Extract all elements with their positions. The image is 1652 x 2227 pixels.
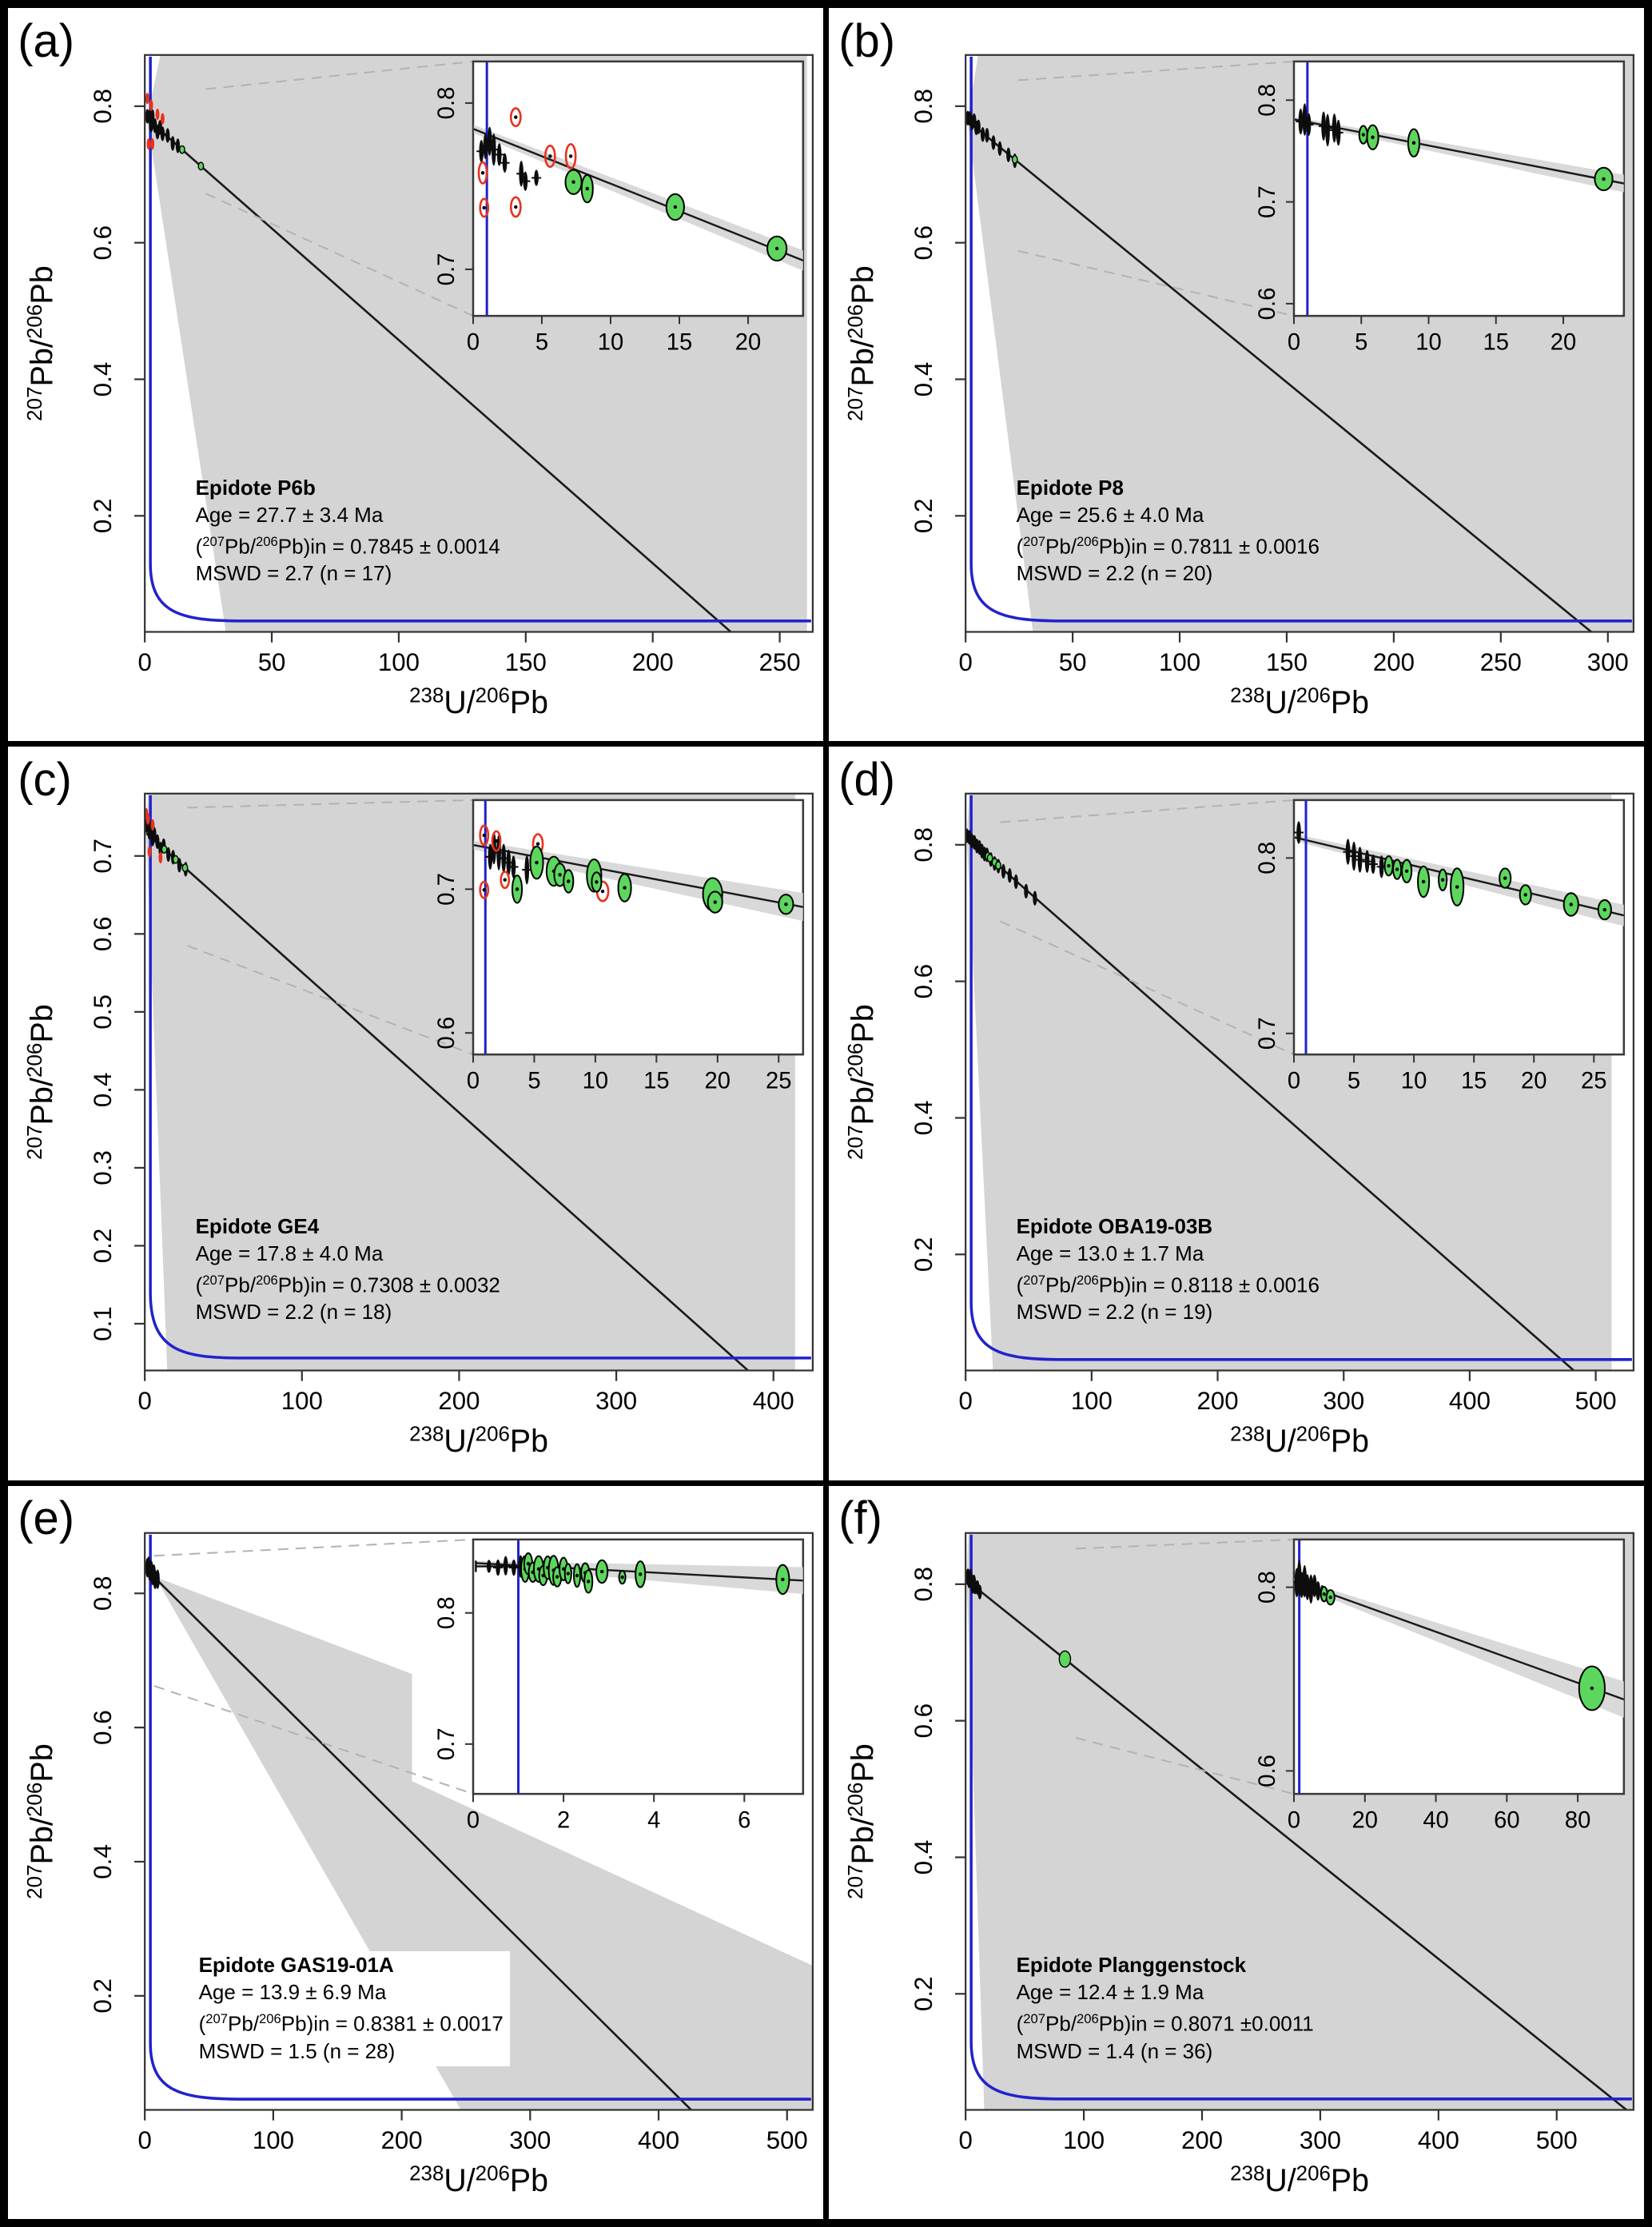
- sample-name: Epidote GAS19-01A: [198, 1953, 394, 1978]
- svg-text:0.1: 0.1: [88, 1306, 117, 1342]
- svg-text:40: 40: [1423, 1807, 1449, 1834]
- svg-text:60: 60: [1494, 1807, 1520, 1834]
- svg-text:25: 25: [1581, 1067, 1607, 1095]
- svg-text:0.8: 0.8: [432, 86, 460, 120]
- svg-text:10: 10: [1400, 1067, 1427, 1095]
- svg-text:0.4: 0.4: [88, 361, 117, 397]
- svg-text:238U/206Pb: $^{238}$U/$^{206}$Pb: [1230, 2160, 1369, 2198]
- concordia-plot-e: [8, 1486, 823, 2219]
- mswd-line: MSWD = 2.7 (n = 17): [195, 561, 392, 586]
- svg-text:200: 200: [438, 1387, 480, 1416]
- svg-text:5: 5: [1355, 329, 1368, 356]
- svg-text:2: 2: [556, 1807, 571, 1834]
- panel-letter: (e): [18, 1492, 75, 1545]
- svg-text:0.2: 0.2: [909, 1237, 937, 1273]
- svg-text:250: 250: [1479, 648, 1522, 677]
- svg-text:0: 0: [1287, 1807, 1301, 1834]
- svg-text:0.8: 0.8: [88, 89, 117, 124]
- svg-text:6: 6: [738, 1807, 751, 1834]
- panel-letter: (a): [18, 14, 75, 67]
- svg-text:0: 0: [137, 648, 152, 677]
- svg-text:15: 15: [1460, 1067, 1487, 1095]
- age-line: Age = 25.6 ± 4.0 Ma: [1016, 502, 1204, 527]
- svg-text:0: 0: [958, 2125, 973, 2154]
- svg-text:15: 15: [643, 1067, 670, 1095]
- svg-text:5: 5: [535, 329, 549, 356]
- svg-text:0.6: 0.6: [88, 225, 117, 261]
- svg-text:200: 200: [1180, 2125, 1224, 2154]
- svg-text:100: 100: [281, 1387, 323, 1416]
- svg-text:200: 200: [1372, 648, 1415, 677]
- svg-text:0: 0: [1287, 1067, 1301, 1095]
- svg-text:0.8: 0.8: [909, 89, 937, 124]
- svg-text:0.8: 0.8: [88, 1576, 117, 1611]
- concordia-plot-d: [829, 747, 1644, 1480]
- svg-text:80: 80: [1564, 1807, 1591, 1834]
- svg-text:500: 500: [1535, 2125, 1578, 2154]
- svg-text:0.8: 0.8: [909, 1566, 937, 1602]
- svg-text:238U/206Pb: $^{238}$U/$^{206}$Pb: [409, 683, 548, 720]
- svg-text:0.6: 0.6: [432, 1017, 460, 1050]
- svg-text:100: 100: [1159, 648, 1201, 677]
- svg-text:0: 0: [958, 648, 973, 677]
- panel-letter: (d): [838, 754, 896, 807]
- svg-text:0.4: 0.4: [88, 1072, 117, 1108]
- svg-text:207Pb/206Pb: $^{207}$Pb/$^{206}$Pb: [843, 265, 881, 422]
- initial-ratio-line: ($^{207}$Pb/$^{206}$Pb)in = 0.8381 ± 0.0017: [198, 2011, 504, 2036]
- svg-text:207Pb/206Pb: $^{207}$Pb/$^{206}$Pb: [843, 1004, 881, 1161]
- svg-text:0: 0: [1287, 329, 1301, 356]
- svg-text:300: 300: [1323, 1387, 1365, 1416]
- svg-text:238U/206Pb: $^{238}$U/$^{206}$Pb: [409, 1421, 548, 1460]
- svg-text:5: 5: [527, 1067, 541, 1095]
- svg-text:0.6: 0.6: [1253, 1754, 1280, 1787]
- svg-text:0.6: 0.6: [1253, 287, 1280, 321]
- svg-text:0: 0: [466, 1067, 480, 1095]
- svg-text:0.4: 0.4: [909, 361, 937, 397]
- svg-text:20: 20: [1521, 1067, 1547, 1095]
- svg-text:400: 400: [752, 1387, 794, 1416]
- svg-text:4: 4: [647, 1807, 661, 1834]
- initial-ratio-line: ($^{207}$Pb/$^{206}$Pb)in = 0.8071 ±0.0011: [1016, 2011, 1314, 2036]
- svg-text:0.4: 0.4: [909, 1100, 937, 1136]
- svg-text:0.2: 0.2: [88, 498, 117, 534]
- svg-text:50: 50: [1058, 648, 1087, 677]
- svg-text:0.8: 0.8: [1253, 842, 1280, 875]
- svg-text:238U/206Pb: $^{238}$U/$^{206}$Pb: [409, 2160, 548, 2198]
- concordia-plot-c: [8, 747, 823, 1480]
- svg-text:500: 500: [1574, 1387, 1617, 1416]
- svg-text:20: 20: [704, 1067, 731, 1095]
- stats-annotation: [196, 474, 500, 588]
- svg-text:0.7: 0.7: [1253, 185, 1280, 219]
- svg-text:100: 100: [377, 648, 420, 677]
- stats-annotation: [1017, 474, 1320, 588]
- sample-name: Epidote OBA19-03B: [1016, 1213, 1213, 1238]
- panel-e: [8, 1486, 823, 2219]
- mswd-line: MSWD = 1.4 (n = 36): [1016, 2038, 1213, 2063]
- sample-name: Epidote GE4: [195, 1213, 320, 1238]
- svg-text:0.6: 0.6: [88, 1709, 117, 1745]
- svg-text:0.5: 0.5: [88, 994, 117, 1030]
- svg-text:207Pb/206Pb: $^{207}$Pb/$^{206}$Pb: [22, 265, 60, 422]
- svg-text:300: 300: [1586, 648, 1629, 677]
- initial-ratio-line: ($^{207}$Pb/$^{206}$Pb)in = 0.7811 ± 0.0016: [1016, 533, 1320, 559]
- svg-text:300: 300: [509, 2125, 551, 2154]
- mswd-line: MSWD = 2.2 (n = 20): [1016, 561, 1213, 586]
- panel-d: [829, 747, 1644, 1480]
- svg-text:0.7: 0.7: [432, 253, 460, 286]
- svg-text:0: 0: [958, 1387, 973, 1416]
- svg-text:0.6: 0.6: [909, 225, 937, 261]
- svg-text:100: 100: [252, 2125, 294, 2154]
- svg-text:0.7: 0.7: [432, 873, 460, 906]
- panel-f: [829, 1486, 1644, 2219]
- svg-text:150: 150: [1265, 648, 1308, 677]
- svg-text:150: 150: [504, 648, 547, 677]
- svg-text:207Pb/206Pb: $^{207}$Pb/$^{206}$Pb: [843, 1743, 881, 1899]
- svg-text:0.8: 0.8: [432, 1596, 460, 1629]
- svg-text:0.7: 0.7: [432, 1727, 460, 1760]
- svg-text:0.6: 0.6: [909, 1703, 937, 1739]
- svg-text:20: 20: [1351, 1807, 1379, 1834]
- svg-text:0.3: 0.3: [88, 1150, 117, 1186]
- svg-text:500: 500: [766, 2125, 808, 2154]
- initial-ratio-line: ($^{207}$Pb/$^{206}$Pb)in = 0.7308 ± 0.0032: [195, 1272, 500, 1297]
- svg-text:15: 15: [666, 329, 693, 356]
- svg-text:0.2: 0.2: [909, 498, 937, 534]
- svg-text:0.8: 0.8: [1253, 83, 1280, 117]
- age-line: Age = 13.0 ± 1.7 Ma: [1016, 1241, 1204, 1265]
- panel-letter: (f): [838, 1492, 882, 1545]
- svg-text:250: 250: [758, 648, 801, 677]
- svg-text:207Pb/206Pb: $^{207}$Pb/$^{206}$Pb: [22, 1004, 60, 1161]
- initial-ratio-line: ($^{207}$Pb/$^{206}$Pb)in = 0.7845 ± 0.0014: [195, 533, 500, 559]
- svg-text:0.8: 0.8: [909, 827, 937, 863]
- svg-text:0.4: 0.4: [909, 1839, 937, 1874]
- svg-text:300: 300: [1299, 2125, 1341, 2154]
- svg-text:200: 200: [1196, 1387, 1239, 1416]
- svg-text:0.7: 0.7: [88, 839, 117, 874]
- initial-ratio-line: ($^{207}$Pb/$^{206}$Pb)in = 0.8118 ± 0.0016: [1016, 1272, 1320, 1297]
- age-line: Age = 17.8 ± 4.0 Ma: [195, 1241, 384, 1265]
- svg-text:10: 10: [582, 1067, 609, 1095]
- svg-text:100: 100: [1070, 1387, 1113, 1416]
- sample-name: Epidote Planggenstock: [1016, 1953, 1247, 1978]
- svg-text:0.6: 0.6: [88, 916, 117, 952]
- svg-text:50: 50: [257, 648, 286, 677]
- panel-a: [8, 8, 823, 741]
- svg-text:0.7: 0.7: [1253, 1017, 1280, 1050]
- svg-text:200: 200: [380, 2125, 423, 2154]
- svg-text:5: 5: [1347, 1067, 1361, 1095]
- concordia-plot-f: [829, 1486, 1644, 2219]
- mswd-line: MSWD = 2.2 (n = 18): [195, 1300, 392, 1325]
- panel-b: [829, 8, 1644, 741]
- svg-text:300: 300: [595, 1387, 638, 1416]
- age-line: Age = 12.4 ± 1.9 Ma: [1016, 1980, 1204, 2005]
- svg-text:15: 15: [1483, 329, 1509, 356]
- svg-text:207Pb/206Pb: $^{207}$Pb/$^{206}$Pb: [22, 1743, 60, 1899]
- panel-letter: (c): [18, 754, 72, 807]
- panel-letter: (b): [838, 14, 896, 67]
- age-line: Age = 27.7 ± 3.4 Ma: [195, 502, 384, 527]
- svg-text:25: 25: [766, 1067, 792, 1095]
- age-line: Age = 13.9 ± 6.9 Ma: [198, 1980, 387, 2005]
- stats-annotation: [196, 1213, 500, 1326]
- svg-text:0: 0: [466, 1807, 480, 1834]
- svg-text:0.2: 0.2: [909, 1976, 937, 2011]
- svg-text:0: 0: [466, 329, 480, 356]
- stats-annotation: [1017, 1213, 1320, 1326]
- svg-text:400: 400: [1417, 2125, 1459, 2154]
- svg-text:238U/206Pb: $^{238}$U/$^{206}$Pb: [1230, 1421, 1369, 1460]
- svg-text:400: 400: [638, 2125, 680, 2154]
- svg-text:20: 20: [734, 329, 762, 356]
- sample-name: Epidote P6b: [195, 475, 316, 500]
- svg-text:10: 10: [1415, 329, 1442, 356]
- svg-text:0.2: 0.2: [88, 1228, 117, 1264]
- svg-text:0: 0: [137, 2125, 152, 2154]
- concordia-plot-a: [8, 8, 823, 741]
- mswd-line: MSWD = 2.2 (n = 19): [1016, 1300, 1213, 1325]
- stats-annotation: [1017, 1951, 1314, 2065]
- svg-text:20: 20: [1550, 329, 1577, 356]
- svg-text:10: 10: [597, 329, 624, 356]
- svg-text:0.6: 0.6: [909, 964, 937, 999]
- svg-text:400: 400: [1448, 1387, 1491, 1416]
- svg-text:0.8: 0.8: [1253, 1570, 1280, 1604]
- svg-text:0.4: 0.4: [88, 1843, 117, 1879]
- svg-text:0.2: 0.2: [88, 1978, 117, 2014]
- sample-name: Epidote P8: [1016, 475, 1124, 500]
- svg-text:100: 100: [1063, 2125, 1105, 2154]
- mswd-line: MSWD = 1.5 (n = 28): [198, 2038, 396, 2063]
- panel-c: [8, 747, 823, 1480]
- concordia-plot-b: [829, 8, 1644, 741]
- svg-text:238U/206Pb: $^{238}$U/$^{206}$Pb: [1230, 683, 1369, 720]
- svg-text:0: 0: [137, 1387, 152, 1416]
- stats-annotation: [196, 1951, 510, 2066]
- svg-text:200: 200: [631, 648, 674, 677]
